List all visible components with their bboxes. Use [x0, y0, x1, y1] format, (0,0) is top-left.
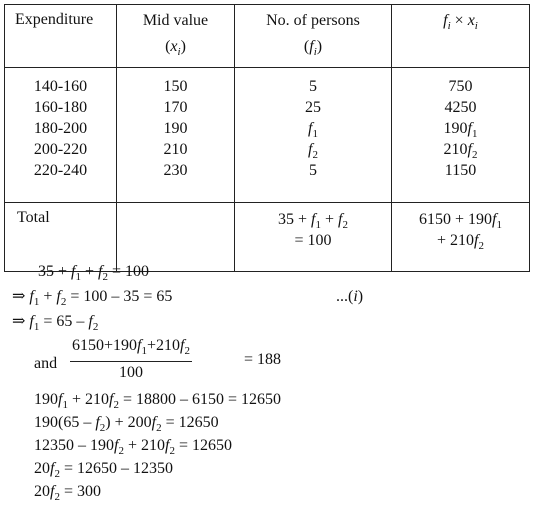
cell-product: 4250 [444, 99, 477, 116]
cell-persons: 25 [305, 99, 321, 116]
header-product [392, 5, 530, 68]
cell-expenditure: 220-240 [33, 162, 88, 179]
table-body-row [5, 68, 530, 203]
cell-mid-value: 210 [163, 141, 188, 158]
table-header-row [5, 5, 530, 68]
col-expenditure [5, 68, 117, 203]
cell-product: 1150 [444, 162, 477, 179]
step-equation: $35 + f_1 + f_2 = 100$ [38, 263, 149, 284]
cell-persons: $f_1$ [308, 120, 318, 141]
cell-persons: $f_2$ [308, 141, 318, 162]
cell-mid-value: 150 [163, 78, 188, 95]
cell-mid-value: 190 [163, 120, 188, 137]
total-persons-line1: $35 + f_1 + f_2$ [278, 211, 348, 232]
header-mid-value-symbol: $(x_i)$ [165, 38, 186, 59]
col-persons [235, 68, 392, 203]
step-equation: $20f_2 = 300$ [34, 483, 101, 504]
col-mid-value [117, 68, 235, 203]
equation-reference: ...(i) [336, 288, 364, 305]
header-persons [235, 5, 392, 68]
step-equation: $12350 - 190f_2 + 210f_2 = 12650$ [34, 437, 232, 458]
total-product-line1: $6150 + 190f_1$ [419, 211, 502, 232]
header-expenditure: Expenditure [5, 5, 117, 68]
cell-mid-value: 170 [163, 99, 188, 116]
step-equation: ⇒ $f_1 = 65 - f_2$ [12, 313, 99, 334]
cell-persons: 5 [309, 162, 317, 179]
step-equation: $20f_2 = 12650 - 12350$ [34, 460, 173, 481]
total-label: Total [5, 203, 117, 272]
fraction-numerator: $6150+190f_1+210f_2$ [70, 336, 192, 362]
cell-product: $210f_2$ [443, 141, 478, 162]
step-equation: $190f_1 + 210f_2 = 18800 - 6150 = 12650$ [34, 391, 281, 412]
cell-expenditure: 140-160 [33, 78, 88, 95]
header-product-symbol: $f_i \times x_i$ [443, 12, 478, 33]
and-label: and [34, 355, 58, 372]
step-equation: ⇒ $f_1 + f_2 = 100 - 35 = 65$ [12, 288, 173, 309]
header-mid-value-label: Mid value [142, 12, 209, 29]
header-persons-symbol: $(f_i)$ [303, 38, 323, 59]
total-product-line2: + $210f_2$ [437, 232, 484, 253]
fraction [70, 336, 192, 384]
total-product [392, 203, 530, 272]
frequency-table [4, 4, 530, 272]
col-product [392, 68, 530, 203]
header-persons-label: No. of persons [266, 12, 360, 29]
header-mid-value [117, 5, 235, 68]
total-persons-line2: = 100 [294, 232, 332, 249]
cell-expenditure: 180-200 [33, 120, 88, 137]
cell-mid-value: 230 [163, 162, 188, 179]
fraction-denominator: 100 [118, 364, 143, 382]
cell-product: $190f_1$ [443, 120, 478, 141]
cell-expenditure: 200-220 [33, 141, 88, 158]
total-persons [235, 203, 392, 272]
step-equation: $190(65 - f_2) + 200f_2 = 12650$ [34, 414, 219, 435]
cell-product: 750 [448, 78, 473, 95]
cell-persons: 5 [309, 78, 317, 95]
cell-expenditure: 160-180 [33, 99, 88, 116]
fraction-rhs: = 188 [244, 351, 282, 368]
